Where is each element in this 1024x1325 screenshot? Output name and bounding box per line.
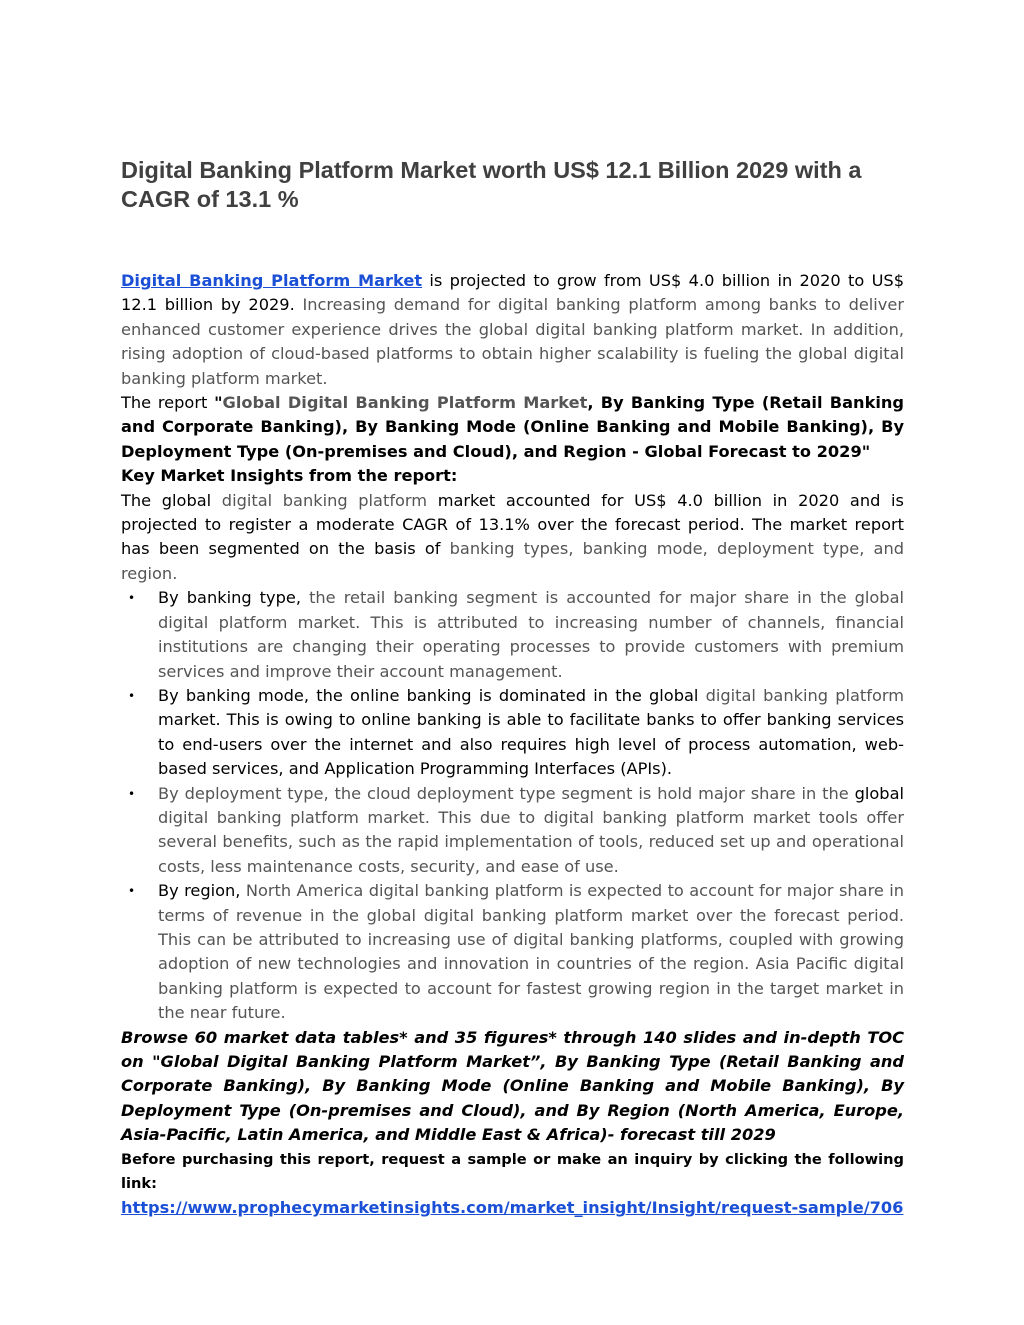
- bullet-gray: digital banking platform: [705, 685, 904, 705]
- global-part3: market accounted for US$ 4.0 billion in 2020 and is projected to register a moderate CAGR of 13.1% over the forecast period. The market report has been segmented on the basis of: [121, 490, 904, 559]
- document-body: [121, 269, 904, 1221]
- insights-list: [121, 586, 904, 1025]
- bullet-icon: •: [128, 884, 136, 899]
- global-paragraph: [121, 489, 904, 587]
- bullet-text: digital banking platform market. This due to digital banking platform market tools offer several benefits, such as the rapid implementation of tools, reduced set up and operational costs, less maintenance costs, security, and ease of use.: [158, 807, 904, 876]
- bullet-icon: •: [128, 591, 136, 606]
- bullet-icon: •: [128, 786, 136, 801]
- intro-gray-text: Increasing demand for digital banking platform among banks to deliver enhanced customer experience drives the global digital banking platform market. In addition, rising adoption of cloud-based platforms to obtain higher scalability is fueling the global digital banking platform market.: [121, 295, 904, 388]
- sample-link[interactable]: https://www.prophecymarketinsights.com/market_insight/Insight/request-sample/706: [121, 1198, 904, 1218]
- bullet-text: North America digital banking platform is expected to account for major share in terms of revenue in the global digital banking platform market over the forecast period. This can be attributed to increasing use of digital banking platforms, coupled with growing adoption of new technologies and innovation in countries of the region. Asia Pacific digital banking platform is expected to account for fastest growing region in the target market in the near future.: [158, 881, 904, 1023]
- bullet-lead: By banking type,: [158, 588, 301, 608]
- global-part1: The global: [121, 490, 222, 510]
- global-part2: digital banking platform: [221, 490, 428, 510]
- intro-text: is projected to grow from US$ 4.0 billion in 2020 to US$ 12.1 billion by 2029.: [121, 271, 904, 315]
- list-item: [121, 782, 904, 880]
- intro-paragraph: [121, 269, 904, 391]
- report-quote: ": [214, 393, 223, 413]
- request-text: Before purchasing this report, request a sample or make an inquiry by clicking the following link:: [121, 1150, 904, 1193]
- bullet-black: global: [854, 783, 904, 803]
- bullet-lead: By region,: [158, 881, 241, 901]
- browse-paragraph: Browse 60 market data tables* and 35 figures* through 140 slides and in-depth TOC on "Global Digital Banking Platform Market”, By Banking Type (Retail Banking and Corporate Banking), By Banking Mode (Online Banking and Mobile Banking), By Deployment Type (On-premises and Cloud), and By Region (North America, Europe, Asia-Pacific, Latin America, and Middle East & Africa)- forecast till 2029: [121, 1027, 904, 1145]
- report-title-rest: , By Banking Type (Retail Banking and Corporate Banking), By Banking Mode (Online Banking and Mobile Banking), By Deployment Type (On-premises and Cloud), and Region - Global Forecast to 2029": [121, 393, 904, 461]
- page-title: Digital Banking Platform Market worth US$ 12.1 Billion 2029 with a CAGR of 13.1 %: [121, 157, 862, 212]
- list-item: [121, 586, 904, 684]
- bullet-text: market. This is owing to online banking is able to facilitate banks to offer banking services to end-users over the internet and also requires high level of process automation, web-based services, and Application Programming Interfaces (APIs).: [158, 710, 904, 779]
- global-part4: banking types, banking mode, deployment type, and region.: [121, 539, 904, 583]
- report-paragraph: [121, 391, 904, 464]
- list-item: [121, 684, 904, 782]
- market-link[interactable]: Digital Banking Platform Market: [121, 271, 423, 290]
- report-name: Global Digital Banking Platform Market: [222, 393, 588, 413]
- list-item: [121, 879, 904, 1025]
- report-prefix: The report: [121, 393, 215, 413]
- bullet-icon: •: [128, 688, 136, 703]
- bullet-lead: By banking mode, the online banking is dominated in the global: [158, 685, 706, 705]
- bullet-lead: By deployment type, the cloud deployment type segment is hold major share in the: [158, 783, 855, 803]
- bullet-text: the retail banking segment is accounted for major share in the global digital platform market. This is attributed to increasing number of channels, financial institutions are changing their operating processes to provide customers with premium services and improve their account management.: [158, 588, 904, 681]
- insights-heading: Key Market Insights from the report:: [121, 466, 458, 486]
